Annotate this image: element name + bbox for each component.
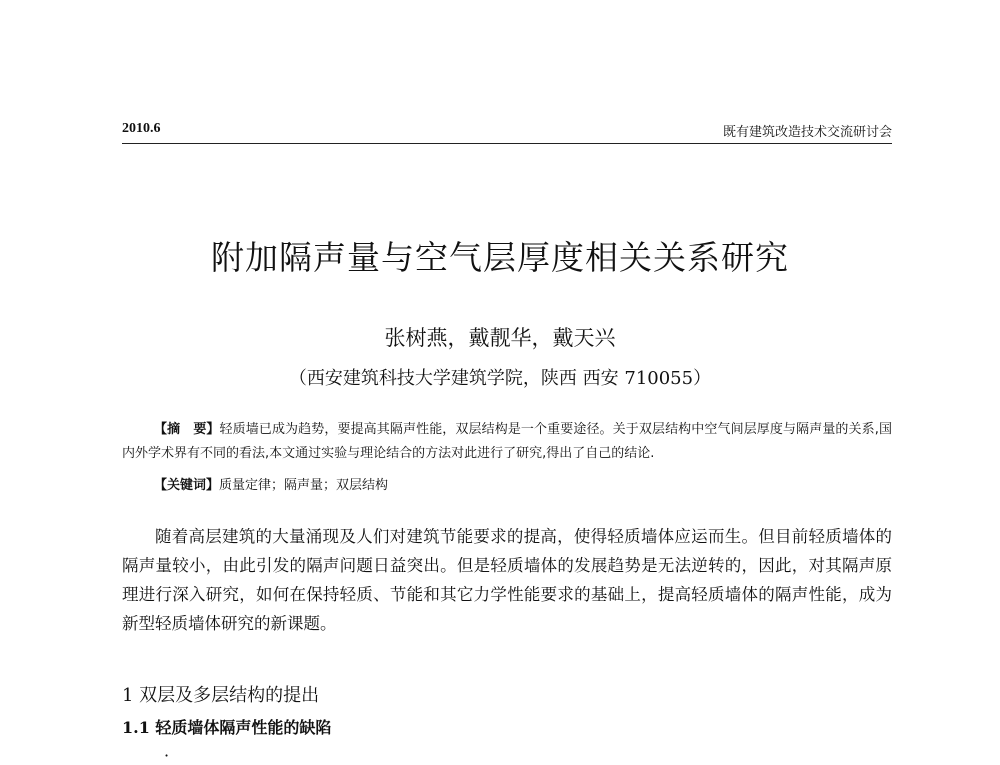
- abstract-text: 轻质墙已成为趋势，要提高其隔声性能，双层结构是一个重要途径。关于双层结构中空气间层厚度与隔声量的关系,国内外学术界有不同的看法,本文通过实验与理论结合的方法对此进行了研究,得出了自己的结论.: [122, 422, 892, 461]
- section-heading-1: 1 双层及多层结构的提出: [122, 685, 320, 706]
- abstract-label: 【摘 要】: [154, 422, 220, 437]
- keywords-label: 【关键词】: [154, 478, 220, 493]
- keywords: [154, 474, 388, 493]
- paper-authors: 张树燕，戴靓华，戴天兴: [384, 326, 616, 350]
- section-heading-1-1: 1.1 轻质墙体隔声性能的缺陷: [122, 718, 332, 737]
- header-date: 2010.6: [122, 121, 161, 136]
- paper-affiliation: （西安建筑科技大学建筑学院，陕西 西安 710055）: [288, 368, 712, 389]
- header-rule: [122, 143, 892, 144]
- paper-title: 附加隔声量与空气层厚度相关关系研究: [211, 238, 789, 277]
- bullet-dot: ·: [164, 746, 170, 765]
- header-conference: 既有建筑改造技术交流研讨会: [722, 125, 892, 140]
- keywords-text: 质量定律；隔声量；双层结构: [219, 478, 389, 493]
- abstract: [122, 418, 892, 466]
- body-paragraph: 随着高层建筑的大量涌现及人们对建筑节能要求的提高，使得轻质墙体应运而生。但目前轻质墙体的隔声量较小，由此引发的隔声问题日益突出。但是轻质墙体的发展趋势是无法逆转的，因此，对其隔声原理进行深入研究，如何在保持轻质、节能和其它力学性能要求的基础上，提高轻质墙体的隔声性能，成为新型轻质墙体研究的新课题。: [122, 527, 892, 633]
